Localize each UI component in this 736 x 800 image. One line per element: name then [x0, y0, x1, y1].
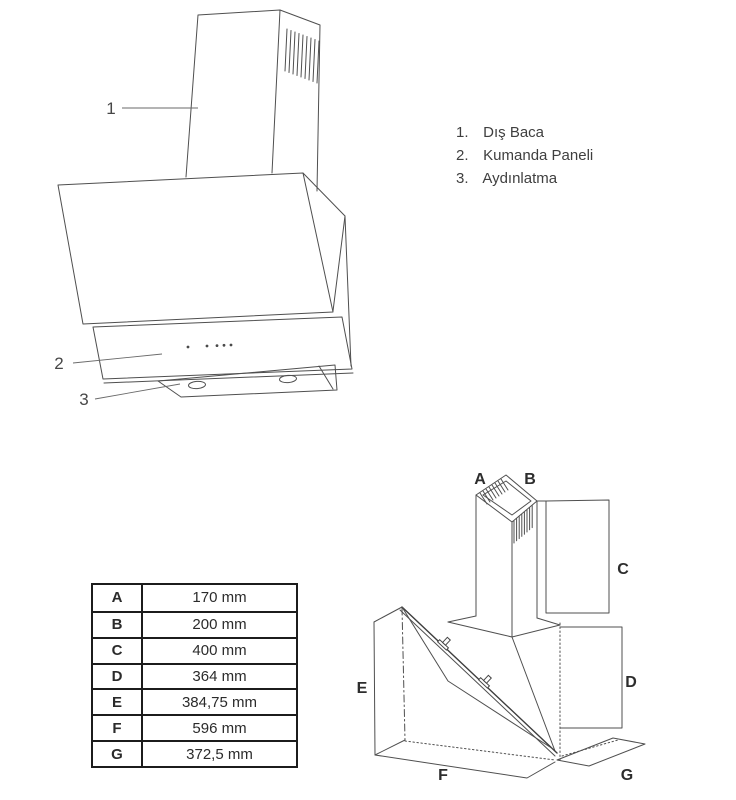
callout-3-number: 3 [79, 390, 89, 409]
dim-label-d: D [625, 674, 637, 691]
dim-key: C [93, 639, 143, 663]
chimney-duct [476, 475, 537, 637]
dim-key: E [93, 690, 143, 714]
dim-key: A [93, 585, 143, 611]
legend-item-1-name: Dış Baca [483, 124, 545, 141]
table-row [93, 714, 296, 740]
dim-key: D [93, 665, 143, 689]
dimension-illustration [350, 450, 736, 800]
dim-value: 170 mm [192, 589, 247, 607]
control-panel [93, 317, 353, 383]
legend-item-1 [456, 121, 593, 144]
dim-key: B [93, 613, 143, 637]
callout-1-number: 1 [106, 99, 116, 118]
table-row [93, 585, 296, 611]
chimney-duct [186, 10, 320, 191]
dim-key: F [93, 716, 143, 740]
dim-label-f: F [438, 767, 448, 784]
table-row [93, 663, 296, 689]
dim-value: 384,75 mm [181, 693, 258, 711]
legend-item-2-name: Kumanda Paneli [483, 147, 594, 164]
vent-slats-icon [285, 29, 319, 83]
c-extent-box [537, 500, 609, 613]
dim-value: 400 mm [192, 642, 247, 660]
dim-label-e: E [356, 680, 368, 697]
dim-value: 200 mm [192, 616, 247, 634]
touch-control-dots-icon [187, 344, 233, 349]
dim-value: 364 mm [192, 667, 247, 685]
body-top-face [448, 616, 560, 751]
table-row [93, 740, 296, 766]
parts-legend [456, 121, 593, 190]
table-row [93, 611, 296, 637]
back-panel [374, 607, 405, 755]
dim-key: G [93, 742, 143, 766]
dim-value: 372,5 mm [186, 745, 253, 763]
legend-item-3-number: 3. [456, 170, 469, 187]
g-depth-plane [557, 738, 645, 766]
callout-3 [79, 384, 180, 409]
callout-2-number: 2 [54, 354, 64, 373]
dimensions-table [91, 583, 298, 768]
bottom-plate-lights [158, 365, 337, 397]
dim-label-b: B [524, 471, 536, 488]
glass-front-panel [58, 173, 351, 366]
callout-2 [54, 354, 162, 373]
dim-label-g: G [620, 767, 634, 784]
callout-1 [106, 99, 198, 118]
dim-label-c: C [617, 561, 629, 578]
legend-item-1-number: 1. [456, 124, 469, 141]
dim-value: 596 mm [192, 719, 247, 737]
legend-item-2 [456, 144, 593, 167]
legend-item-3 [456, 167, 593, 190]
base-outline [375, 741, 555, 778]
dim-label-a: A [474, 471, 486, 488]
legend-item-3-name: Aydınlatma [482, 170, 558, 187]
table-row [93, 637, 296, 663]
legend-item-2-number: 2. [456, 147, 469, 164]
table-row [93, 688, 296, 714]
hood-illustration [40, 0, 400, 430]
